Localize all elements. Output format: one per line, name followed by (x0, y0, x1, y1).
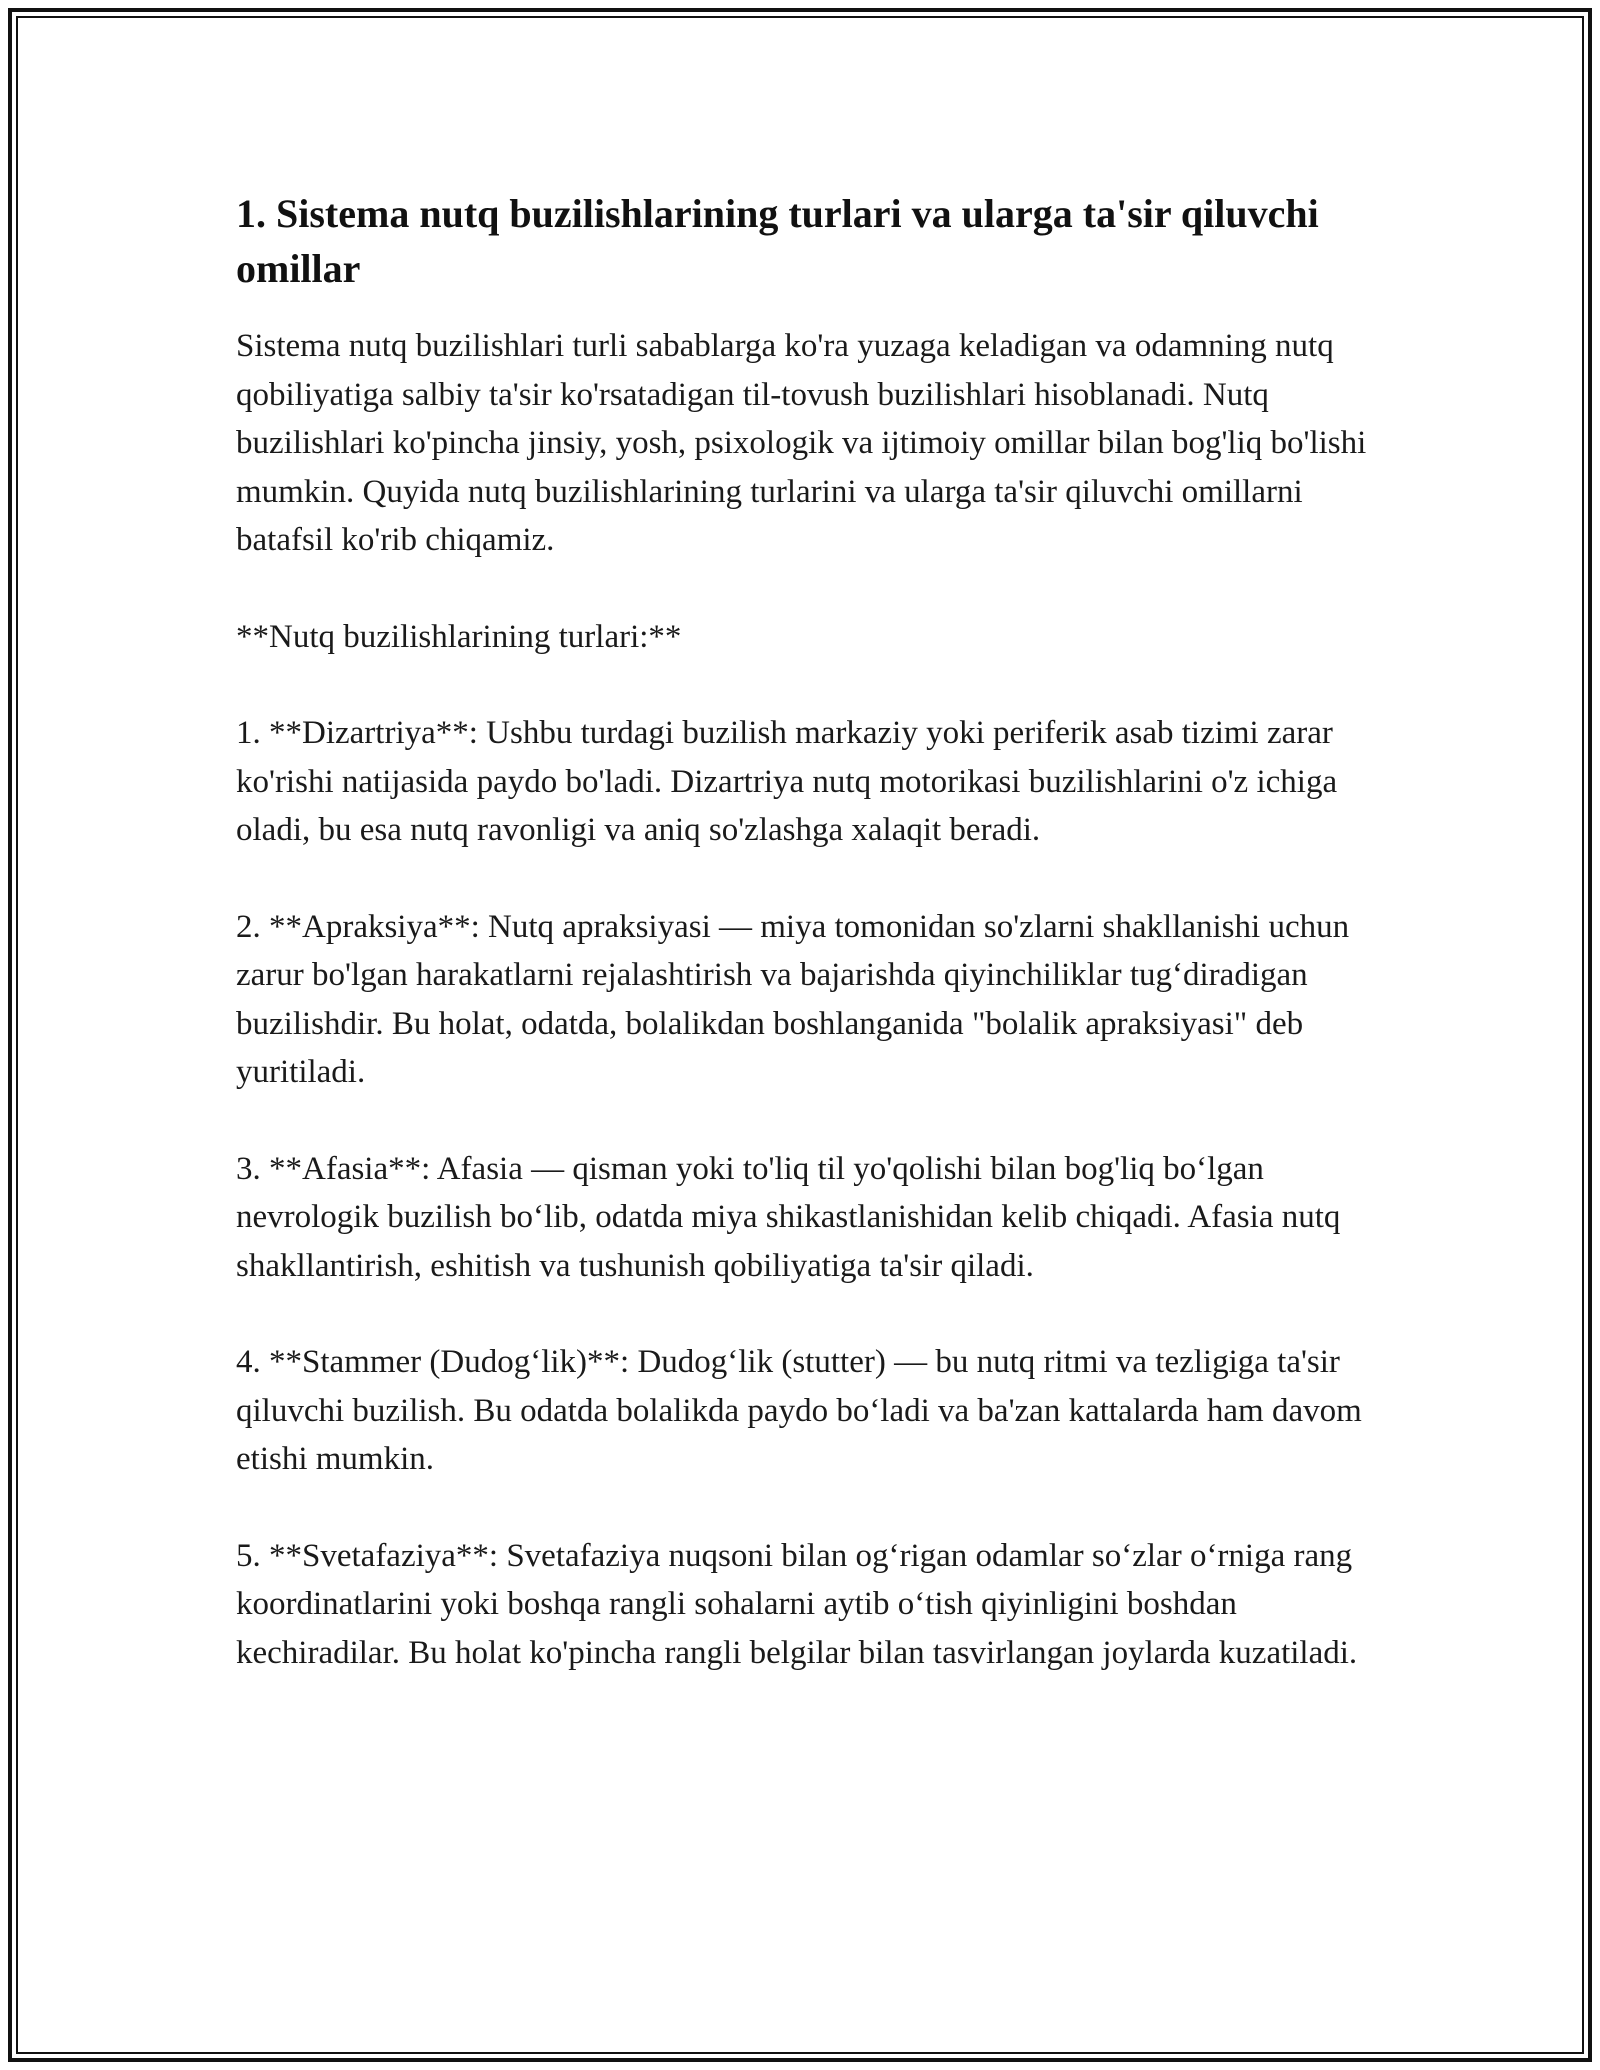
document-title: 1. Sistema nutq buzilishlarining turlari va ularga ta'sir qiluvchi omillar (236, 191, 1319, 291)
document-body (236, 186, 1376, 1725)
list-item-stammer: 4. **Stammer (Dudog‘lik)**: Dudog‘lik (stutter) — bu nutq ritmi va tezligiga ta'sir qiluvchi buzilish. Bu odatda bolalikda paydo bo‘ladi va ba'zan kattalarda ham davom etishi mumkin. (236, 1344, 1362, 1477)
list-item-afasia: 3. **Afasia**: Afasia — qisman yoki to'liq til yo'qolishi bilan bog'liq bo‘lgan nevrologik buzilish bo‘lib, odatda miya shikastlanishidan kelib chiqadi. Afasia nutq shakllantirish, eshitish va tushunish qobiliyatiga ta'sir qiladi. (236, 1150, 1341, 1284)
intro-paragraph: Sistema nutq buzilishlari turli sabablarga ko'ra yuzaga keladigan va odamning nutq qobiliyatiga salbiy ta'sir ko'rsatadigan til-tovush buzilishlari hisoblanadi. Nutq buzilishlari ko'pincha jinsiy, yosh, psixologik va ijtimoiy omillar bilan bog'liq bo'lishi mumkin. Quyida nutq buzilishlarining turlarini va ularga ta'sir qiluvchi omillarni batafsil ko'rib chiqamiz. (236, 328, 1367, 558)
list-item-svetafaziya: 5. **Svetafaziya**: Svetafaziya nuqsoni bilan og‘rigan odamlar so‘zlar o‘rniga rang koordinatlarini yoki boshqa rangli sohalarni aytib o‘tish qiyinligini boshdan kechiradilar. Bu holat ko'pincha rangli belgilar bilan tasvirlangan joylarda kuzatiladi. (236, 1537, 1358, 1671)
list-item-apraksiya: 2. **Apraksiya**: Nutq apraksiyasi — miya tomonidan so'zlarni shakllanishi uchun zarur bo'lgan harakatlarni rejalashtirish va bajarishda qiyinchiliklar tug‘diradigan buzilishdir. Bu holat, odatda, bolalikdan boshlanganida "bolalik apraksiyasi" deb yuritiladi. (236, 908, 1350, 1090)
list-item-dizartriya: 1. **Dizartriya**: Ushbu turdagi buzilish markaziy yoki periferik asab tizimi zarar ko'rishi natijasida paydo bo'ladi. Dizartriya nutq motorikasi buzilishlarini o'z ichiga oladi, bu esa nutq ravonligi va aniq so'zlashga xalaqit beradi. (236, 715, 1338, 848)
types-heading: **Nutq buzilishlarining turlari:** (236, 618, 682, 655)
